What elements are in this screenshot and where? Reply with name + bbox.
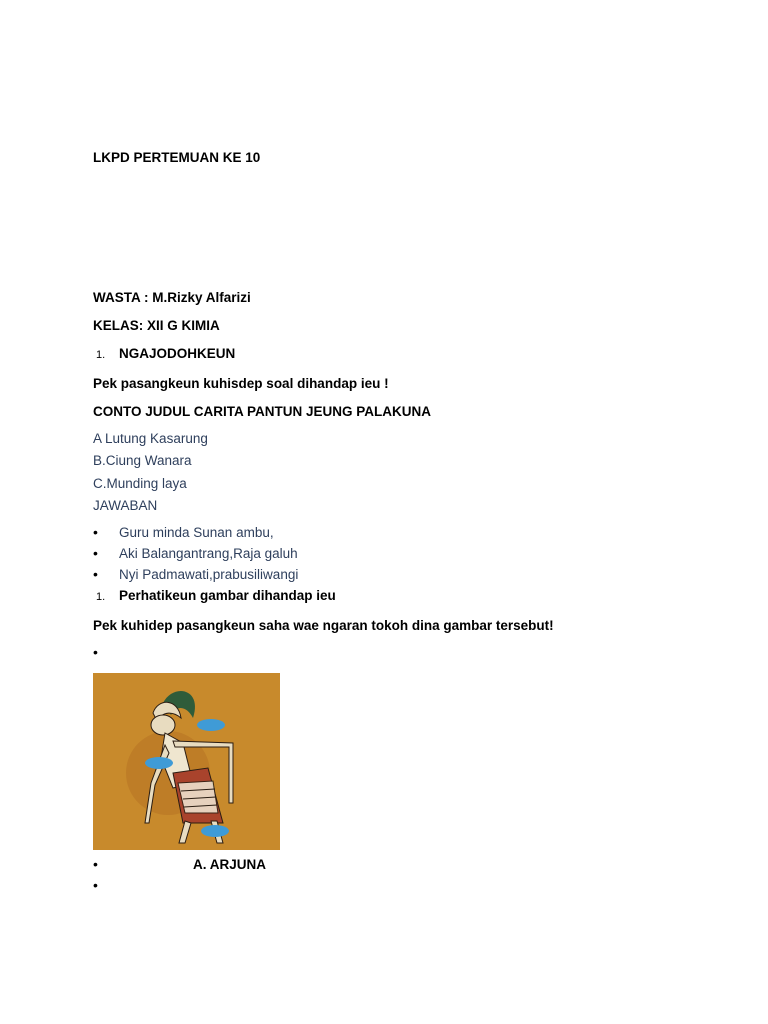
- page-title: LKPD PERTEMUAN KE 10: [93, 150, 261, 165]
- bullet: •: [93, 566, 98, 582]
- bullet: •: [93, 856, 98, 872]
- wayang-character-image: [93, 673, 280, 850]
- bullet: •: [93, 524, 98, 540]
- list-number: 1.: [96, 591, 106, 603]
- student-class: KELAS: XII G KIMIA: [93, 318, 220, 333]
- section1-instruction: Pek pasangkeun kuhisdep soal dihandap ieu !: [93, 376, 389, 391]
- student-name: WASTA : M.Rizky Alfarizi: [93, 290, 251, 305]
- option-a: A Lutung Kasarung: [93, 431, 208, 446]
- option-c: C.Munding laya: [93, 476, 187, 491]
- answer-a: A. ARJUNA: [193, 857, 267, 872]
- bullet: •: [93, 877, 98, 893]
- answer-item: Guru minda Sunan ambu,: [119, 525, 274, 540]
- option-b: B.Ciung Wanara: [93, 453, 192, 468]
- section2-instruction: Pek kuhidep pasangkeun saha wae ngaran tokoh dina gambar tersebut!: [93, 618, 554, 633]
- section2-heading: Perhatikeun gambar dihandap ieu: [119, 588, 336, 603]
- answer-item: Nyi Padmawati,prabusiliwangi: [119, 567, 299, 582]
- bullet: •: [93, 644, 98, 660]
- bullet: •: [93, 545, 98, 561]
- answer-label: JAWABAN: [93, 498, 158, 513]
- section1-heading: NGAJODOHKEUN: [119, 346, 236, 361]
- answer-item: Aki Balangantrang,Raja galuh: [119, 546, 298, 561]
- section1-subheading: CONTO JUDUL CARITA PANTUN JEUNG PALAKUNA: [93, 404, 432, 419]
- list-number: 1.: [96, 349, 106, 361]
